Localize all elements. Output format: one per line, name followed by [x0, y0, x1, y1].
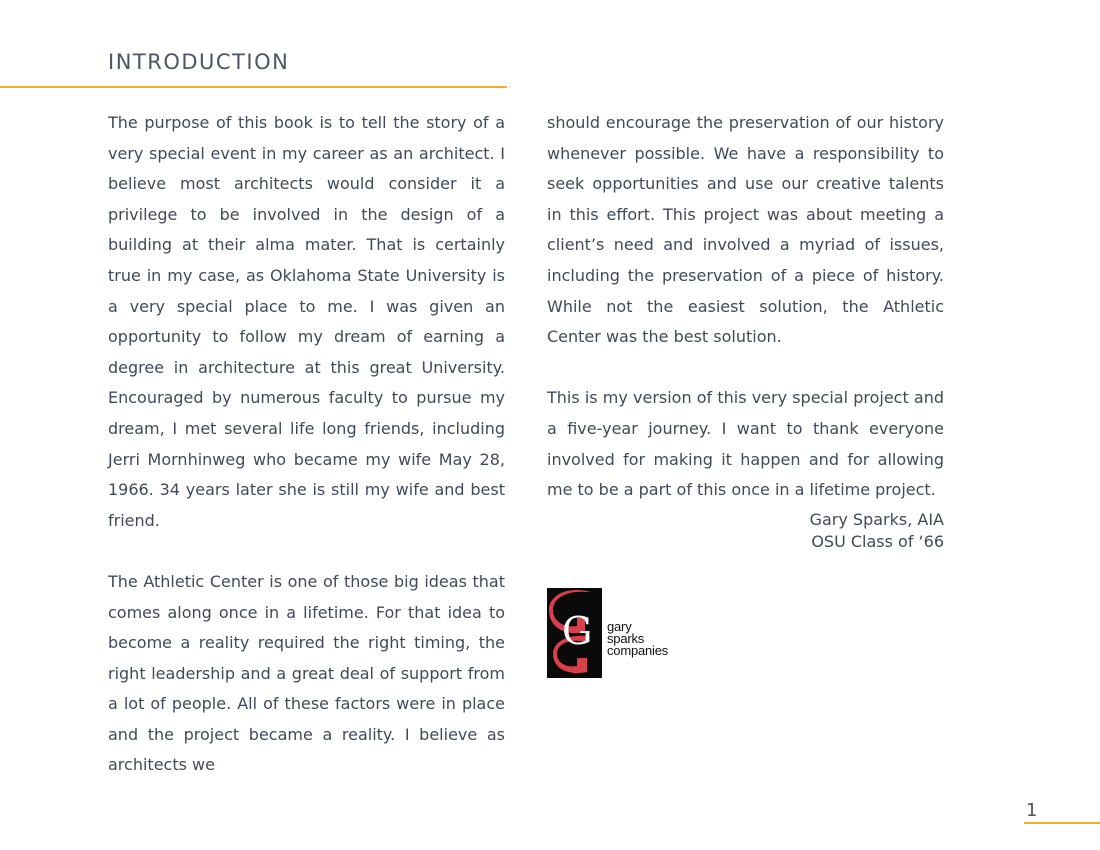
company-logo	[547, 588, 687, 680]
author-name: Gary Sparks, AIA	[809, 510, 944, 529]
left-column	[108, 108, 505, 812]
svg-text:G: G	[562, 609, 593, 653]
logo-line: gary	[607, 619, 632, 634]
page-title: INTRODUCTION	[108, 50, 290, 74]
logo-line: sparks	[607, 631, 645, 646]
paragraph: The purpose of this book is to tell the story of a very special event in my career as an architect. I believe most architects would consider it a privilege to be involved in the design of a building at their alma mater. That is certainly true in my case, as Oklahoma State University is a very special place to me. I was given an opportunity to follow my dream of earning a degree in architecture at this great University. Encouraged by numerous faculty to pursue my dream, I met several life long friends, including Jerri Mornhinweg who became my wife May 28, 1966. 34 years later she is still my wife and best friend.	[108, 113, 505, 530]
title-underline	[0, 86, 507, 88]
paragraph: The Athletic Center is one of those big ideas that comes along once in a lifetime. For that idea to become a reality required the right timing, the right leadership and a great deal of support from a lot of people. All of these factors were in place and the project became a reality. I believe as architects we	[108, 571, 505, 775]
page-number: 1	[1026, 800, 1038, 821]
paragraph: This is my version of this very special project and a five-year journey. I want to thank everyone involved for making it happen and for allowing me to be a part of this once in a lifetime project.	[547, 388, 944, 500]
logo-line: companies	[607, 643, 669, 658]
signature-block	[547, 509, 944, 553]
author-class: OSU Class of ‘66	[811, 532, 944, 551]
logo-wordmark	[607, 621, 668, 657]
right-column	[547, 108, 944, 536]
gsc-logo-icon	[547, 588, 602, 678]
page-number-underline	[1024, 822, 1100, 824]
paragraph: should encourage the preservation of our history whenever possible. We have a responsibility to seek opportunities and use our creative talents in this effort. This project was about meeting a client’s need and involved a myriad of issues, including the preservation of a piece of history. While not the easiest solution, the Athletic Center was the best solution.	[547, 113, 944, 347]
